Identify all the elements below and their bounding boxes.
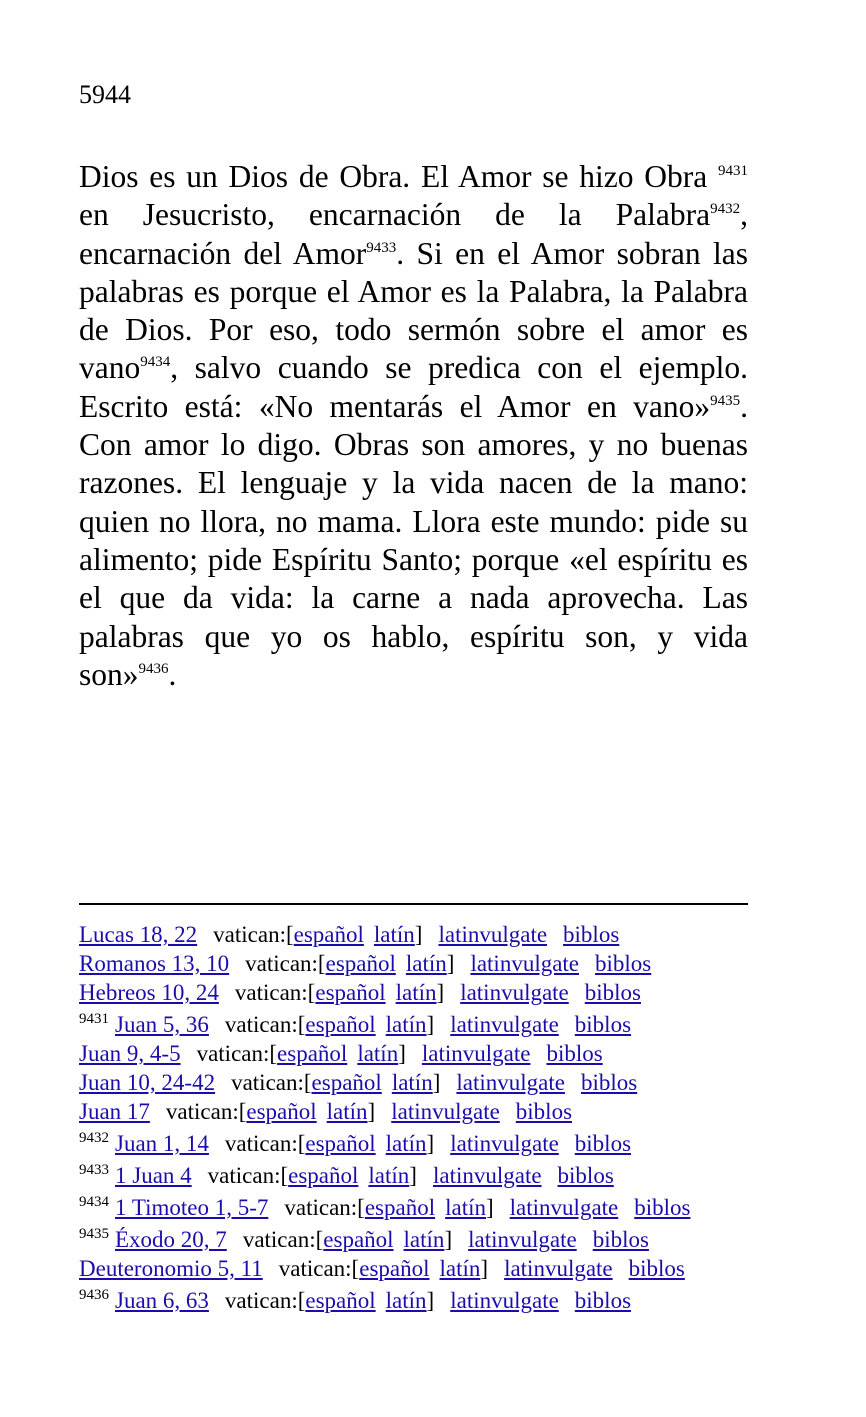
vatican-espanol-link[interactable]: español (246, 1099, 317, 1124)
biblos-link[interactable]: biblos (515, 1099, 573, 1124)
footnote-line (79, 1254, 759, 1283)
biblos-link[interactable]: biblos (584, 980, 641, 1005)
footnote-marker[interactable]: 9435 (710, 392, 741, 409)
vatican-close-bracket: ] (486, 1195, 494, 1220)
vatican-close-bracket: ] (480, 1256, 489, 1281)
vatican-label: vatican:[ (165, 1099, 247, 1124)
biblos-link[interactable]: biblos (592, 1227, 649, 1252)
footnote-marker[interactable]: 9436 (138, 660, 169, 677)
vatican-close-bracket: ] (446, 951, 455, 976)
footnote-line (79, 949, 759, 978)
scripture-reference-link[interactable]: Juan 1, 14 (115, 1131, 209, 1156)
vatican-label: vatican:[ (196, 1041, 278, 1066)
vatican-latin-link[interactable]: latín (373, 922, 415, 947)
footnote-number: 9435 (79, 1226, 109, 1242)
vatican-close-bracket: ] (414, 922, 423, 947)
vatican-latin-link[interactable]: latín (368, 1163, 410, 1188)
scripture-reference-link[interactable]: Juan 6, 63 (115, 1288, 209, 1313)
latinvulgate-link[interactable]: latinvulgate (468, 1227, 577, 1252)
footnote-line (79, 1097, 759, 1126)
vatican-espanol-link[interactable]: español (305, 1288, 376, 1313)
latinvulgate-link[interactable]: latinvulgate (450, 1012, 559, 1037)
paragraph-text: , salvo cuando se predica con el ejemplo. Escrito está: «No mentarás el Amor en vano» (79, 350, 748, 424)
latinvulgate-link[interactable]: latinvulgate (504, 1256, 613, 1281)
body-paragraph (79, 158, 748, 694)
vatican-espanol-link[interactable]: español (323, 1227, 394, 1252)
latinvulgate-link[interactable]: latinvulgate (470, 951, 580, 976)
footnote-number: 9433 (79, 1162, 109, 1178)
scripture-reference-link[interactable]: Juan 5, 36 (115, 1012, 209, 1037)
vatican-label: vatican:[ (284, 1195, 365, 1220)
footnote-divider (79, 903, 748, 905)
vatican-espanol-link[interactable]: español (311, 1070, 382, 1095)
vatican-label: vatican:[ (234, 980, 316, 1005)
vatican-espanol-link[interactable]: español (305, 1131, 376, 1156)
vatican-latin-link[interactable]: latín (326, 1099, 368, 1124)
paragraph-text: Dios es un Dios de Obra. El Amor se hizo Obra (79, 159, 718, 194)
footnote-marker[interactable]: 9434 (140, 354, 171, 371)
footnote-number: 9432 (79, 1130, 109, 1146)
scripture-reference-link[interactable]: 1 Timoteo 1, 5-7 (115, 1195, 269, 1220)
vatican-latin-link[interactable]: latín (385, 1288, 427, 1313)
vatican-latin-link[interactable]: latín (395, 980, 437, 1005)
vatican-label: vatican:[ (278, 1256, 360, 1281)
biblos-link[interactable]: biblos (574, 1012, 632, 1037)
vatican-latin-link[interactable]: latín (403, 1227, 445, 1252)
paragraph-text: , encarnación del Amor (79, 197, 748, 271)
biblos-link[interactable]: biblos (634, 1195, 691, 1220)
vatican-espanol-link[interactable]: español (293, 922, 364, 947)
biblos-link[interactable]: biblos (557, 1163, 614, 1188)
footnote-line (79, 1007, 759, 1039)
scripture-reference-link[interactable]: Juan 10, 24-42 (79, 1070, 216, 1095)
vatican-espanol-link[interactable]: español (364, 1195, 436, 1220)
latinvulgate-link[interactable]: latinvulgate (432, 1163, 542, 1188)
footnote-marker[interactable]: 9431 (718, 163, 748, 179)
vatican-latin-link[interactable]: latín (385, 1131, 427, 1156)
footnote-marker[interactable]: 9432 (710, 201, 741, 218)
scripture-reference-link[interactable]: Éxodo 20, 7 (115, 1227, 227, 1252)
scripture-reference-link[interactable]: 1 Juan 4 (115, 1163, 192, 1188)
vatican-espanol-link[interactable]: español (325, 951, 396, 976)
vatican-close-bracket: ] (398, 1041, 406, 1066)
footnote-line (79, 978, 759, 1007)
vatican-label: vatican:[ (242, 1227, 324, 1252)
paragraph-text: . Si en el Amor sobran las palabras es porque el Amor es la Palabra, la Palabra de Dios. Por eso, todo sermón sobre el amor es vano (79, 235, 748, 386)
vatican-label: vatican:[ (224, 1131, 306, 1156)
vatican-latin-link[interactable]: latín (357, 1041, 399, 1066)
vatican-close-bracket: ] (426, 1131, 435, 1156)
vatican-close-bracket: ] (367, 1099, 376, 1124)
footnote-number: 9434 (79, 1194, 109, 1210)
page-number: 5944 (79, 80, 131, 109)
vatican-latin-link[interactable]: latín (391, 1070, 433, 1095)
vatican-close-bracket: ] (444, 1227, 453, 1252)
biblos-link[interactable]: biblos (563, 922, 620, 947)
scripture-reference-link[interactable]: Juan 17 (79, 1099, 150, 1124)
vatican-espanol-link[interactable]: español (277, 1041, 348, 1066)
vatican-label: vatican:[ (213, 922, 294, 947)
vatican-close-bracket: ] (432, 1070, 441, 1095)
footnote-line (79, 1158, 759, 1190)
vatican-espanol-link[interactable]: español (359, 1256, 430, 1281)
latinvulgate-link[interactable]: latinvulgate (509, 1195, 619, 1220)
latinvulgate-link[interactable]: latinvulgate (438, 922, 548, 947)
footnote-line (79, 1190, 759, 1222)
footnote-line (79, 1068, 759, 1097)
vatican-label: vatican:[ (224, 1288, 306, 1313)
vatican-label: vatican:[ (231, 1070, 312, 1095)
vatican-close-bracket: ] (436, 980, 445, 1005)
vatican-close-bracket: ] (426, 1012, 435, 1037)
biblos-link[interactable]: biblos (595, 951, 652, 976)
vatican-close-bracket: ] (426, 1288, 435, 1313)
paragraph-text: . (168, 656, 177, 692)
footnote-line (79, 1222, 759, 1254)
vatican-latin-link[interactable]: latín (445, 1195, 486, 1220)
footnote-number: 9431 (79, 1011, 109, 1027)
footnote-line (79, 1039, 759, 1068)
latinvulgate-link[interactable]: latinvulgate (460, 980, 569, 1005)
scripture-reference-link[interactable]: Deuteronomio 5, 11 (79, 1256, 263, 1281)
vatican-label: vatican:[ (207, 1163, 289, 1188)
vatican-latin-link[interactable]: latín (439, 1256, 481, 1281)
vatican-latin-link[interactable]: latín (405, 951, 447, 976)
scripture-reference-link[interactable]: Juan 9, 4-5 (79, 1041, 181, 1066)
footnotes-list (79, 920, 759, 1315)
scripture-reference-link[interactable]: Romanos 13, 10 (79, 951, 230, 976)
vatican-espanol-link[interactable]: español (315, 980, 386, 1005)
latinvulgate-link[interactable]: latinvulgate (450, 1288, 559, 1313)
biblos-link[interactable]: biblos (628, 1256, 685, 1281)
latinvulgate-link[interactable]: latinvulgate (456, 1070, 565, 1095)
latinvulgate-link[interactable]: latinvulgate (450, 1131, 559, 1156)
biblos-link[interactable]: biblos (574, 1288, 632, 1313)
latinvulgate-link[interactable]: latinvulgate (421, 1041, 531, 1066)
footnote-line (79, 1283, 759, 1315)
vatican-close-bracket: ] (409, 1163, 417, 1188)
vatican-espanol-link[interactable]: español (288, 1163, 359, 1188)
vatican-label: vatican:[ (224, 1012, 306, 1037)
footnote-number: 9436 (79, 1287, 109, 1303)
vatican-latin-link[interactable]: latín (385, 1012, 427, 1037)
paragraph-text: en Jesucristo, encarnación de la Palabra (79, 197, 711, 233)
paragraph-text: . Con amor lo digo. Obras son amores, y no buenas razones. El lenguaje y la vida nacen de la mano: quien no llora, no mama. Llora este mundo: pide su alimento; pide Espíritu Santo; porque «el espíritu es el que da vida: la carne a nada aprovecha. Las palabras que yo os hablo, espíritu son, y vida son» (79, 388, 748, 692)
biblos-link[interactable]: biblos (574, 1131, 632, 1156)
footnote-line (79, 920, 759, 949)
biblos-link[interactable]: biblos (580, 1070, 638, 1095)
latinvulgate-link[interactable]: latinvulgate (391, 1099, 500, 1124)
footnote-marker[interactable]: 9433 (366, 239, 397, 256)
biblos-link[interactable]: biblos (546, 1041, 603, 1066)
scripture-reference-link[interactable]: Hebreos 10, 24 (79, 980, 219, 1005)
scripture-reference-link[interactable]: Lucas 18, 22 (79, 922, 198, 947)
vatican-label: vatican:[ (245, 951, 326, 976)
footnote-line (79, 1126, 759, 1158)
vatican-espanol-link[interactable]: español (305, 1012, 376, 1037)
